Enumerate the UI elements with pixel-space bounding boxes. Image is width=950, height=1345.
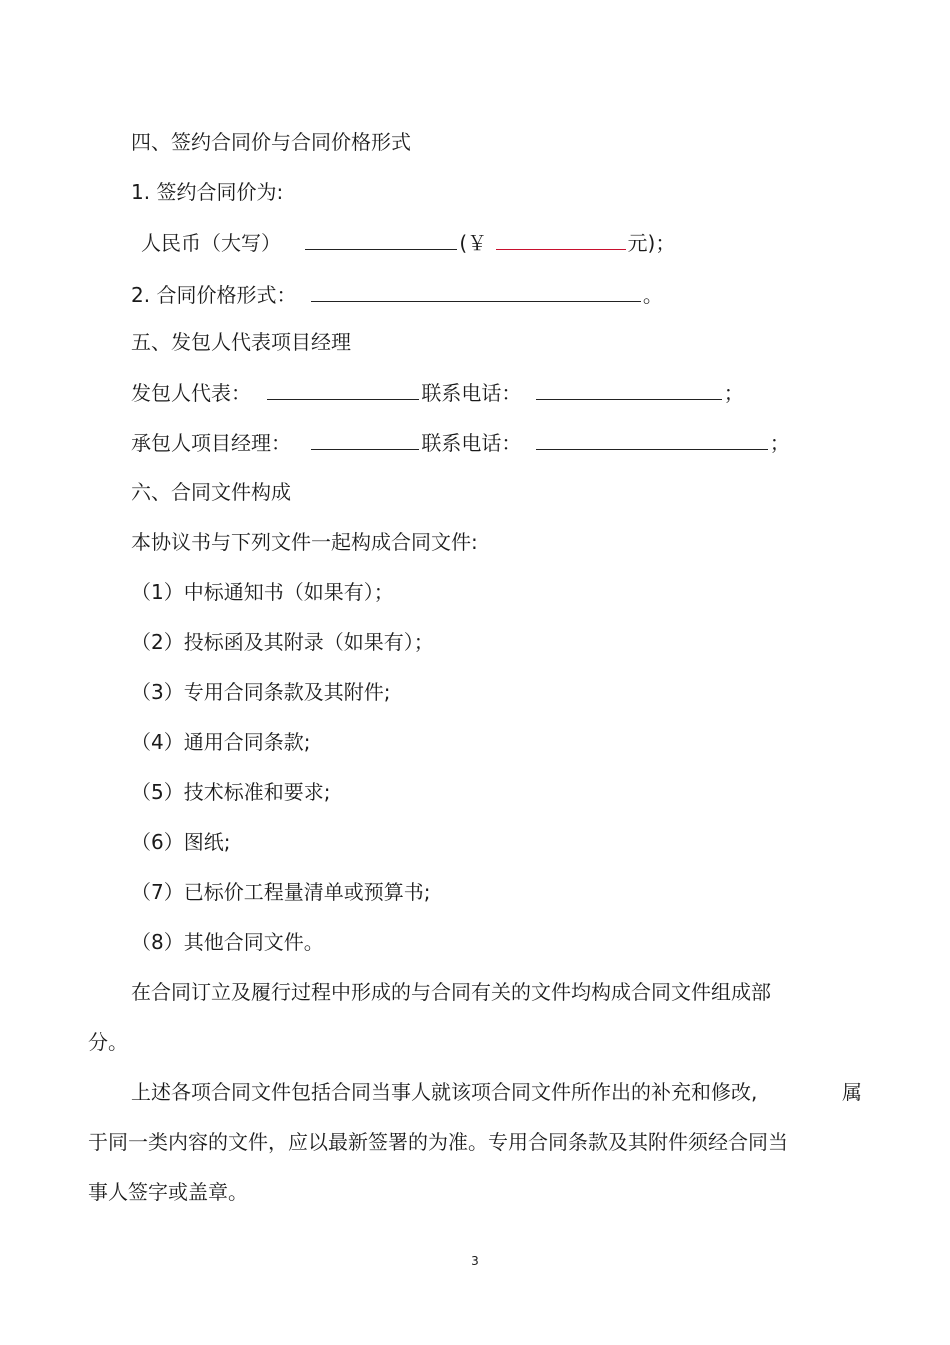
price-form-blank[interactable]	[311, 281, 641, 302]
section-6-heading: 六、合同文件构成	[131, 480, 291, 504]
list-item: （6）图纸;	[131, 830, 231, 854]
list-item: （8）其他合同文件。	[131, 930, 324, 954]
list-item: （5）技术标准和要求;	[131, 780, 331, 804]
contract-price-label: 1. 签约合同价为:	[131, 180, 284, 204]
list-item: （4）通用合同条款;	[131, 730, 311, 754]
project-manager-label: 承包人项目经理：	[131, 431, 291, 455]
paragraph-2-line-1-end: 属	[842, 1080, 862, 1104]
paragraph-2-line-1: 上述各项合同文件包括合同当事人就该项合同文件所作出的补充和修改,	[131, 1080, 758, 1104]
page-number: 3	[471, 1254, 479, 1268]
price-form-label: 2. 合同价格形式：	[131, 283, 297, 307]
paragraph-1-line-2: 分。	[88, 1030, 128, 1054]
list-item: （1）中标通知书（如果有）；	[131, 580, 394, 604]
employer-rep-line	[131, 379, 744, 405]
semicolon-2: ；	[769, 431, 790, 455]
section-6-intro: 本协议书与下列文件一起构成合同文件:	[131, 530, 478, 554]
project-manager-blank[interactable]	[311, 429, 419, 450]
project-manager-line	[131, 429, 790, 455]
rmb-uppercase-blank[interactable]	[305, 229, 457, 250]
paragraph-1-line-1: 在合同订立及履行过程中形成的与合同有关的文件均构成合同文件组成部	[131, 980, 771, 1004]
rmb-line	[141, 229, 675, 255]
section-5-heading: 五、发包人代表项目经理	[131, 330, 351, 354]
list-item: （7）已标价工程量清单或预算书;	[131, 880, 431, 904]
section-4-heading: 四、签约合同价与合同价格形式	[131, 130, 411, 154]
price-form-end: 。	[642, 283, 663, 307]
employer-rep-label: 发包人代表：	[131, 381, 251, 405]
phone-label-2: 联系电话：	[421, 431, 522, 455]
employer-rep-blank[interactable]	[267, 379, 419, 400]
list-item: （3）专用合同条款及其附件;	[131, 680, 391, 704]
price-form-line	[131, 281, 663, 307]
paragraph-2-line-3: 事人签字或盖章。	[88, 1180, 248, 1204]
rmb-number-blank[interactable]	[496, 229, 626, 250]
phone-label-1: 联系电话：	[421, 381, 522, 405]
rmb-close-paren: 元)；	[627, 231, 676, 255]
rmb-label: 人民币（大写）	[141, 231, 281, 255]
paragraph-2-line-2: 于同一类内容的文件，应以最新签署的为准。专用合同条款及其附件须经合同当	[88, 1130, 788, 1154]
rmb-open-paren: (￥	[459, 231, 488, 255]
phone-blank-1[interactable]	[536, 379, 722, 400]
list-item: （2）投标函及其附录（如果有）；	[131, 630, 434, 654]
semicolon-1: ；	[723, 381, 744, 405]
phone-blank-2[interactable]	[536, 429, 768, 450]
